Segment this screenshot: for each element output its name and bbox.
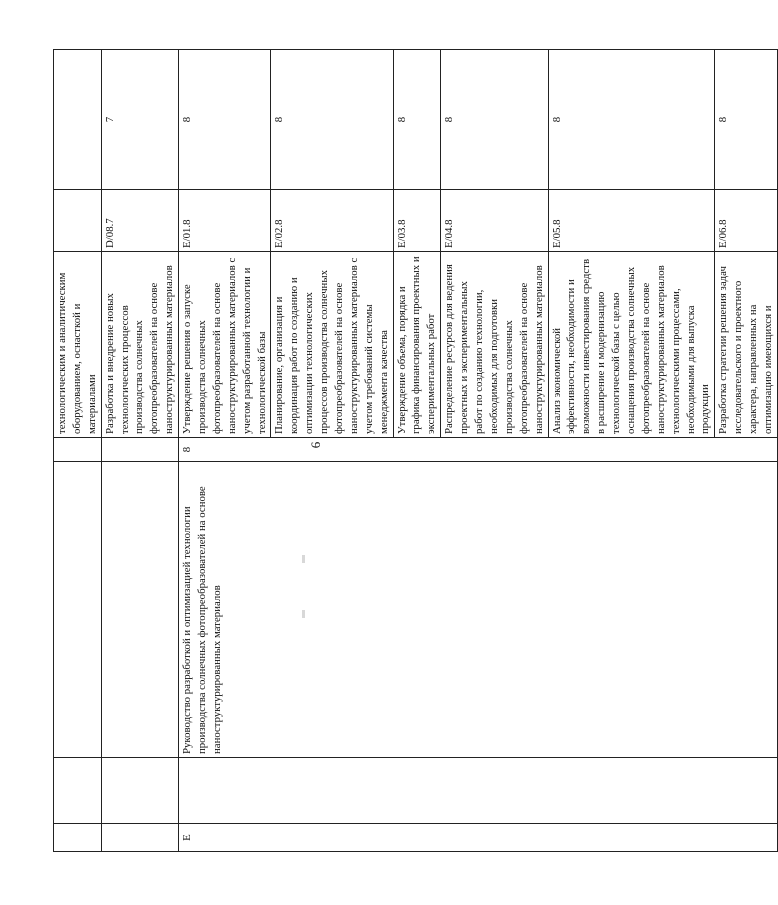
task-name-cell: Разработка стратегии решения задач исследовательского и проектного характера, направленных на оптимизацию имеющихся и [715,252,778,438]
table-row [101,50,178,852]
task-code-cell: E/05.8 [548,190,715,252]
table-row [54,50,102,852]
blank-cell [54,824,102,852]
task-name-cell: Утверждение решения о запуске производства солнечных фотопреобразователей на основе наноструктурированных материалов с учетом разработанной технологии и технологической базы [179,252,271,438]
blank-cell [54,758,102,824]
task-name-cell: технологическим и аналитическим оборудованием, оснасткой и материалами [54,252,102,438]
page-number: 6 [308,441,323,449]
task-level-cell: 8 [715,50,778,190]
task-code-cell: D/08.7 [101,190,178,252]
functions-table-sheet [53,50,774,852]
task-name-cell: Утверждение объема, порядка и графика финансирования проектных и экспериментальных работ [393,252,441,438]
function-level-cell: 8 [179,438,778,462]
blank-cell [101,462,178,758]
blank-cell [101,824,178,852]
task-name-cell: Анализ экономической эффективности, необходимости и возможности инвестирования средств в расширение и модернизацию технологической базы с целью оснащения производства солнечных фотопреобразователей на основе наноструктурированных материалов технологическими процессами, необходимыми для выпуска продукции [548,252,715,438]
task-name-cell: Распределение ресурсов для ведения проектных и экспериментальных работ по созданию технологии, необходимых для подготовки производства солнечных фотопреобразователей на основе наноструктурированных материалов [441,252,548,438]
task-name-cell: Разработка и внедрение новых технологических процессов производства солнечных фотопреобразователей на основе наноструктурированных материалов [101,252,178,438]
function-code-cell: E [179,824,778,852]
task-level-cell: 8 [179,50,271,190]
task-level-cell: 8 [393,50,441,190]
task-code-cell: E/03.8 [393,190,441,252]
task-name-cell: Планирование, организация и координация работ по созданию и оптимизации технологических процессов производства солнечных фотопреобразователей на основе наноструктурированных материалов с учетом требований системы менеджмента качества [271,252,393,438]
task-code-cell [54,190,102,252]
blank-cell [179,758,778,824]
task-code-cell: E/04.8 [441,190,548,252]
blank-cell [101,438,178,462]
task-level-cell [54,50,102,190]
task-level-cell: 8 [548,50,715,190]
task-code-cell: E/01.8 [179,190,271,252]
blank-cell [101,758,178,824]
table-row [179,50,271,852]
task-code-cell: E/02.8 [271,190,393,252]
task-level-cell: 7 [101,50,178,190]
task-code-cell: E/06.8 [715,190,778,252]
blank-cell [54,462,102,758]
blank-cell [54,438,102,462]
task-level-cell: 8 [271,50,393,190]
function-title-cell: Руководство разработкой и оптимизацией технологии производства солнечных фотопреобразователей на основе наноструктурированных материалов [179,462,778,758]
task-level-cell: 8 [441,50,548,190]
functions-table [53,49,778,852]
